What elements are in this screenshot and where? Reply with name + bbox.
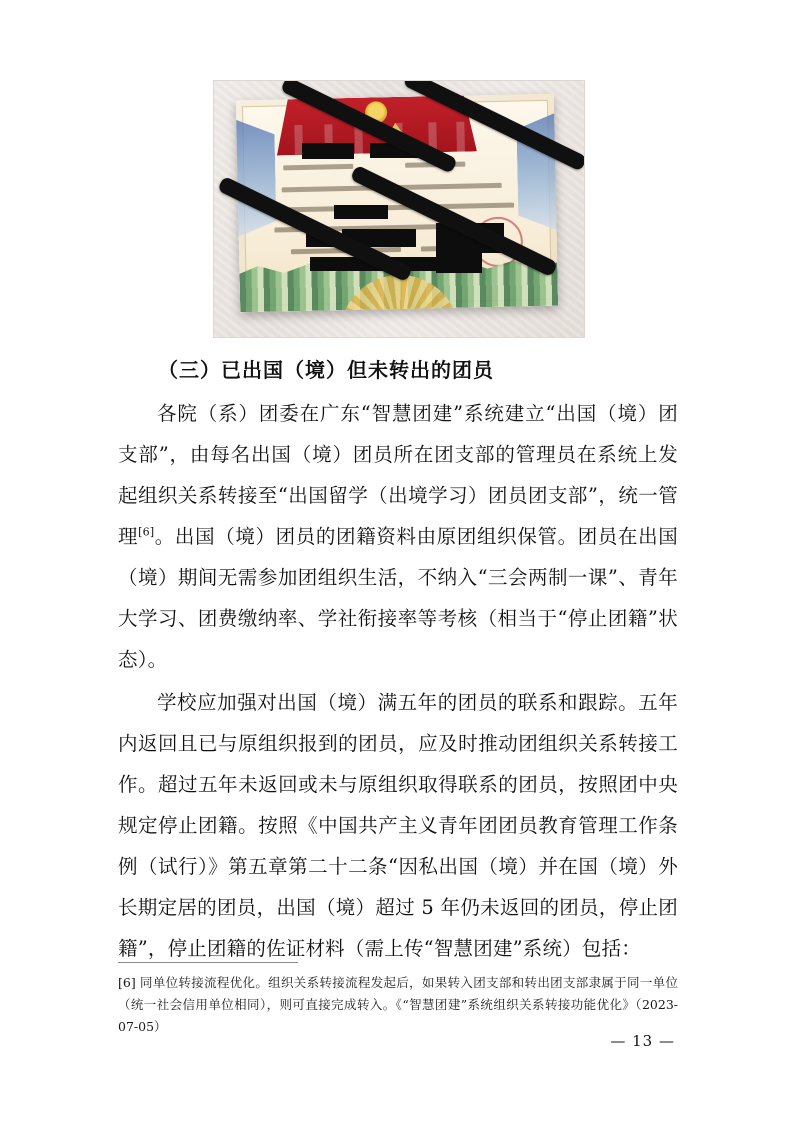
footnote-number: [6] <box>118 975 136 990</box>
certificate-photo <box>213 80 585 338</box>
paragraph-2: 学校应加强对出国（境）满五年的团员的联系和跟踪。五年内返回且已与原组织报到的团员，应及时推动团组织关系转接工作。超过五年未返回或未与原组织取得联系的团员，按照团中央规定停止团籍。按照《中国共产主义青年团团员教育管理工作条例（试行）》第五章第二十二条“因私出国（境）并在国（境）外长期定居的团员，出国（境）超过 5 年仍未返回的团员，停止团籍”，停止团籍的佐证材料（需上传“智慧团建”系统）包括： <box>118 691 678 960</box>
paragraph-1-text: 各院（系）团委在广东“智慧团建”系统建立“出国（境）团支部”，由每名出国（境）团员所在团支部的管理员在系统上发起组织关系转接至“出国留学（出境学习）团员团支部”，统一管理 <box>118 402 678 548</box>
photo-figure <box>213 80 583 338</box>
page-number: — 13 — <box>610 1032 675 1050</box>
footnote-text: 同单位转接流程优化。组织关系转接流程发起后，如果转入团支部和转出团支部隶属于同一单位（统一社会信用单位相同），则可直接完成转入。《“智慧团建”系统组织关系转接功能优化》（2023-07-05） <box>118 975 678 1034</box>
footnote-divider <box>118 962 298 963</box>
section-heading: （三）已出国（境）但未转出的团员 <box>158 358 494 382</box>
footnote <box>118 972 678 1038</box>
redaction-block <box>302 143 354 159</box>
page-content <box>118 80 678 969</box>
footnote-marker: [6] <box>138 525 155 539</box>
paragraph-1-tail: 。出国（境）团员的团籍资料由原团组织保管。团员在出国（境）期间无需参加团组织生活，不纳入“三会两制一课”、青年大学习、团费缴纳率、学社衔接率等考核（相当于“停止团籍”状态）。 <box>118 525 679 671</box>
redaction-block <box>436 249 482 273</box>
decoration-wing-left <box>236 118 277 239</box>
redaction-block <box>334 205 388 219</box>
paragraph-1 <box>118 393 678 680</box>
